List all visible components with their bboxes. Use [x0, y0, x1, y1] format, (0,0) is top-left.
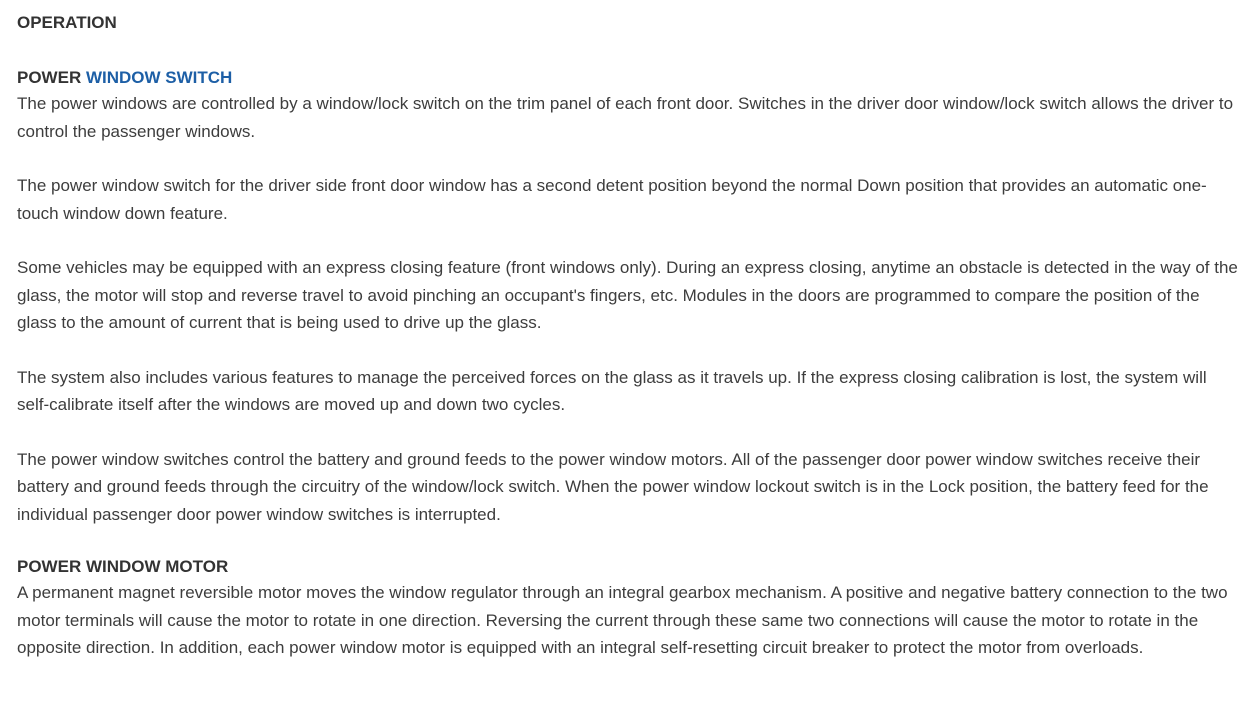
page-heading: OPERATION	[17, 13, 117, 32]
paragraph-window-motor-1: A permanent magnet reversible motor moves the window regulator through an integral gearbox mechanism. A positive and negative battery connection to the two motor terminals will cause the motor to rotate in one direction. Reversing the current through these same two connections will cause the motor to rotate in the opposite direction. In addition, each power window motor is equipped with an integral self-resetting circuit breaker to protect the motor from overloads.	[17, 583, 1228, 657]
paragraph-window-switch-3: Some vehicles may be equipped with an express closing feature (front windows only). During an express closing, anytime an obstacle is detected in the way of the glass, the motor will stop and reverse travel to avoid pinching an occupant's fingers, etc. Modules in the doors are programmed to compare the position of the glass to the amount of current that is being used to drive up the glass.	[17, 258, 1238, 332]
section-title-window-motor: POWER WINDOW MOTOR	[17, 557, 229, 576]
window-switch-link[interactable]: WINDOW SWITCH	[85, 68, 233, 87]
paragraph-window-switch-5: The power window switches control the battery and ground feeds to the power window motors. All of the passenger door power window switches receive their battery and ground feeds through the circuitry of the window/lock switch. When the power window lockout switch is in the Lock position, the battery feed for the individual passenger door power window switches is interrupted.	[17, 449, 1209, 524]
paragraph-window-switch-4: The system also includes various features to manage the perceived forces on the glass as it travels up. If the express closing calibration is lost, the system will self-calibrate itself after the windows are moved up and down two cycles.	[17, 367, 1207, 414]
paragraph-window-switch-1: The power windows are controlled by a window/lock switch on the trim panel of each front door. Switches in the driver door window/lock switch allows the driver to control the passenger windows.	[17, 94, 1234, 141]
paragraph-window-switch-2: The power window switch for the driver side front door window has a second detent position beyond the normal Down position that provides an automatic one-touch window down feature.	[17, 176, 1207, 223]
section-title-window-switch	[17, 66, 1240, 90]
section-title-prefix: POWER	[17, 68, 86, 87]
